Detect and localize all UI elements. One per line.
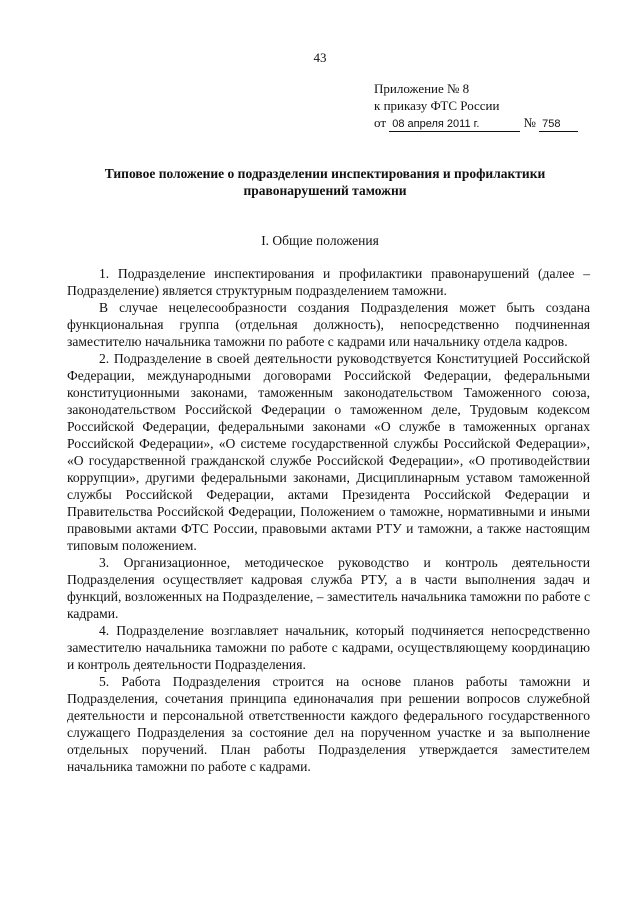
annex-number-value: 758 (539, 117, 578, 132)
section-heading: I. Общие положения (261, 233, 379, 248)
paragraph: 4. Подразделение возглавляет начальник, который подчиняется непосредственно заместителю начальника таможни по работе с кадрами, осуществляющему координацию и контроль деятельности Подразделения. (67, 623, 590, 672)
paragraph: 3. Организационное, методическое руководство и контроль деятельности Подразделения осуществляет кадровая служба РТУ, а в части выполнения задач и функций, возложенных на Подразделение, – заместитель начальника таможни по работе с кадрами. (67, 555, 590, 621)
annex-line-1: Приложение № 8 (374, 81, 470, 96)
paragraph: 1. Подразделение инспектирования и профилактики правонарушений (далее – Подразделение) является структурным подразделением таможни. (67, 266, 590, 298)
document-title: Типовое положение о подразделении инспектирования и профилактики правонарушений таможни (104, 166, 546, 198)
paragraph: 2. Подразделение в своей деятельности руководствуется Конституцией Российской Федерации, международными договорами Российской Федерации, федеральными конституционными законами, таможенным законодательством Таможенного союза, законодательством Российской Федерации о таможенном деле, Трудовым кодексом Российской Федерации, федеральными законами «О службе в таможенных органах Российской Федерации», «О системе государственной службы Российской Федерации», «О государственной гражданской службе Российской Федерации», «О противодействии коррупции», другими федеральными законами, Дисциплинарным уставом таможенной службы Российской Федерации, актами Президента Российской Федерации и Правительства Российской Федерации, Положением о таможне, нормативными и иными правовыми актами ФТС России, правовыми актами РТУ и таможни, а также настоящим типовым положением. (67, 351, 590, 553)
paragraph: В случае нецелесообразности создания Подразделения может быть создана функциональная группа (отдельная должность), непосредственно подчиненная заместителю начальника таможни по работе с кадрами или начальнику отдела кадров. (67, 300, 590, 349)
annex-block (374, 80, 604, 132)
annex-from-label: от (374, 115, 387, 130)
page-number: 43 (313, 50, 327, 65)
annex-line-2: к приказу ФТС России (374, 98, 500, 113)
document-body (67, 265, 590, 775)
annex-number-label: № (523, 115, 536, 130)
paragraph: 5. Работа Подразделения строится на основе планов работы таможни и Подразделения, сочетания принципа единоначалия при решении вопросов служебной деятельности и персональной ответственности каждого федерального государственного служащего Подразделения за состояние дел на порученном участке и за выполнение отдельных поручений. План работы Подразделения утверждается заместителем начальника таможни по работе с кадрами. (67, 674, 590, 774)
annex-line-3 (374, 114, 604, 132)
annex-date-value: 08 апреля 2011 г. (389, 117, 520, 132)
